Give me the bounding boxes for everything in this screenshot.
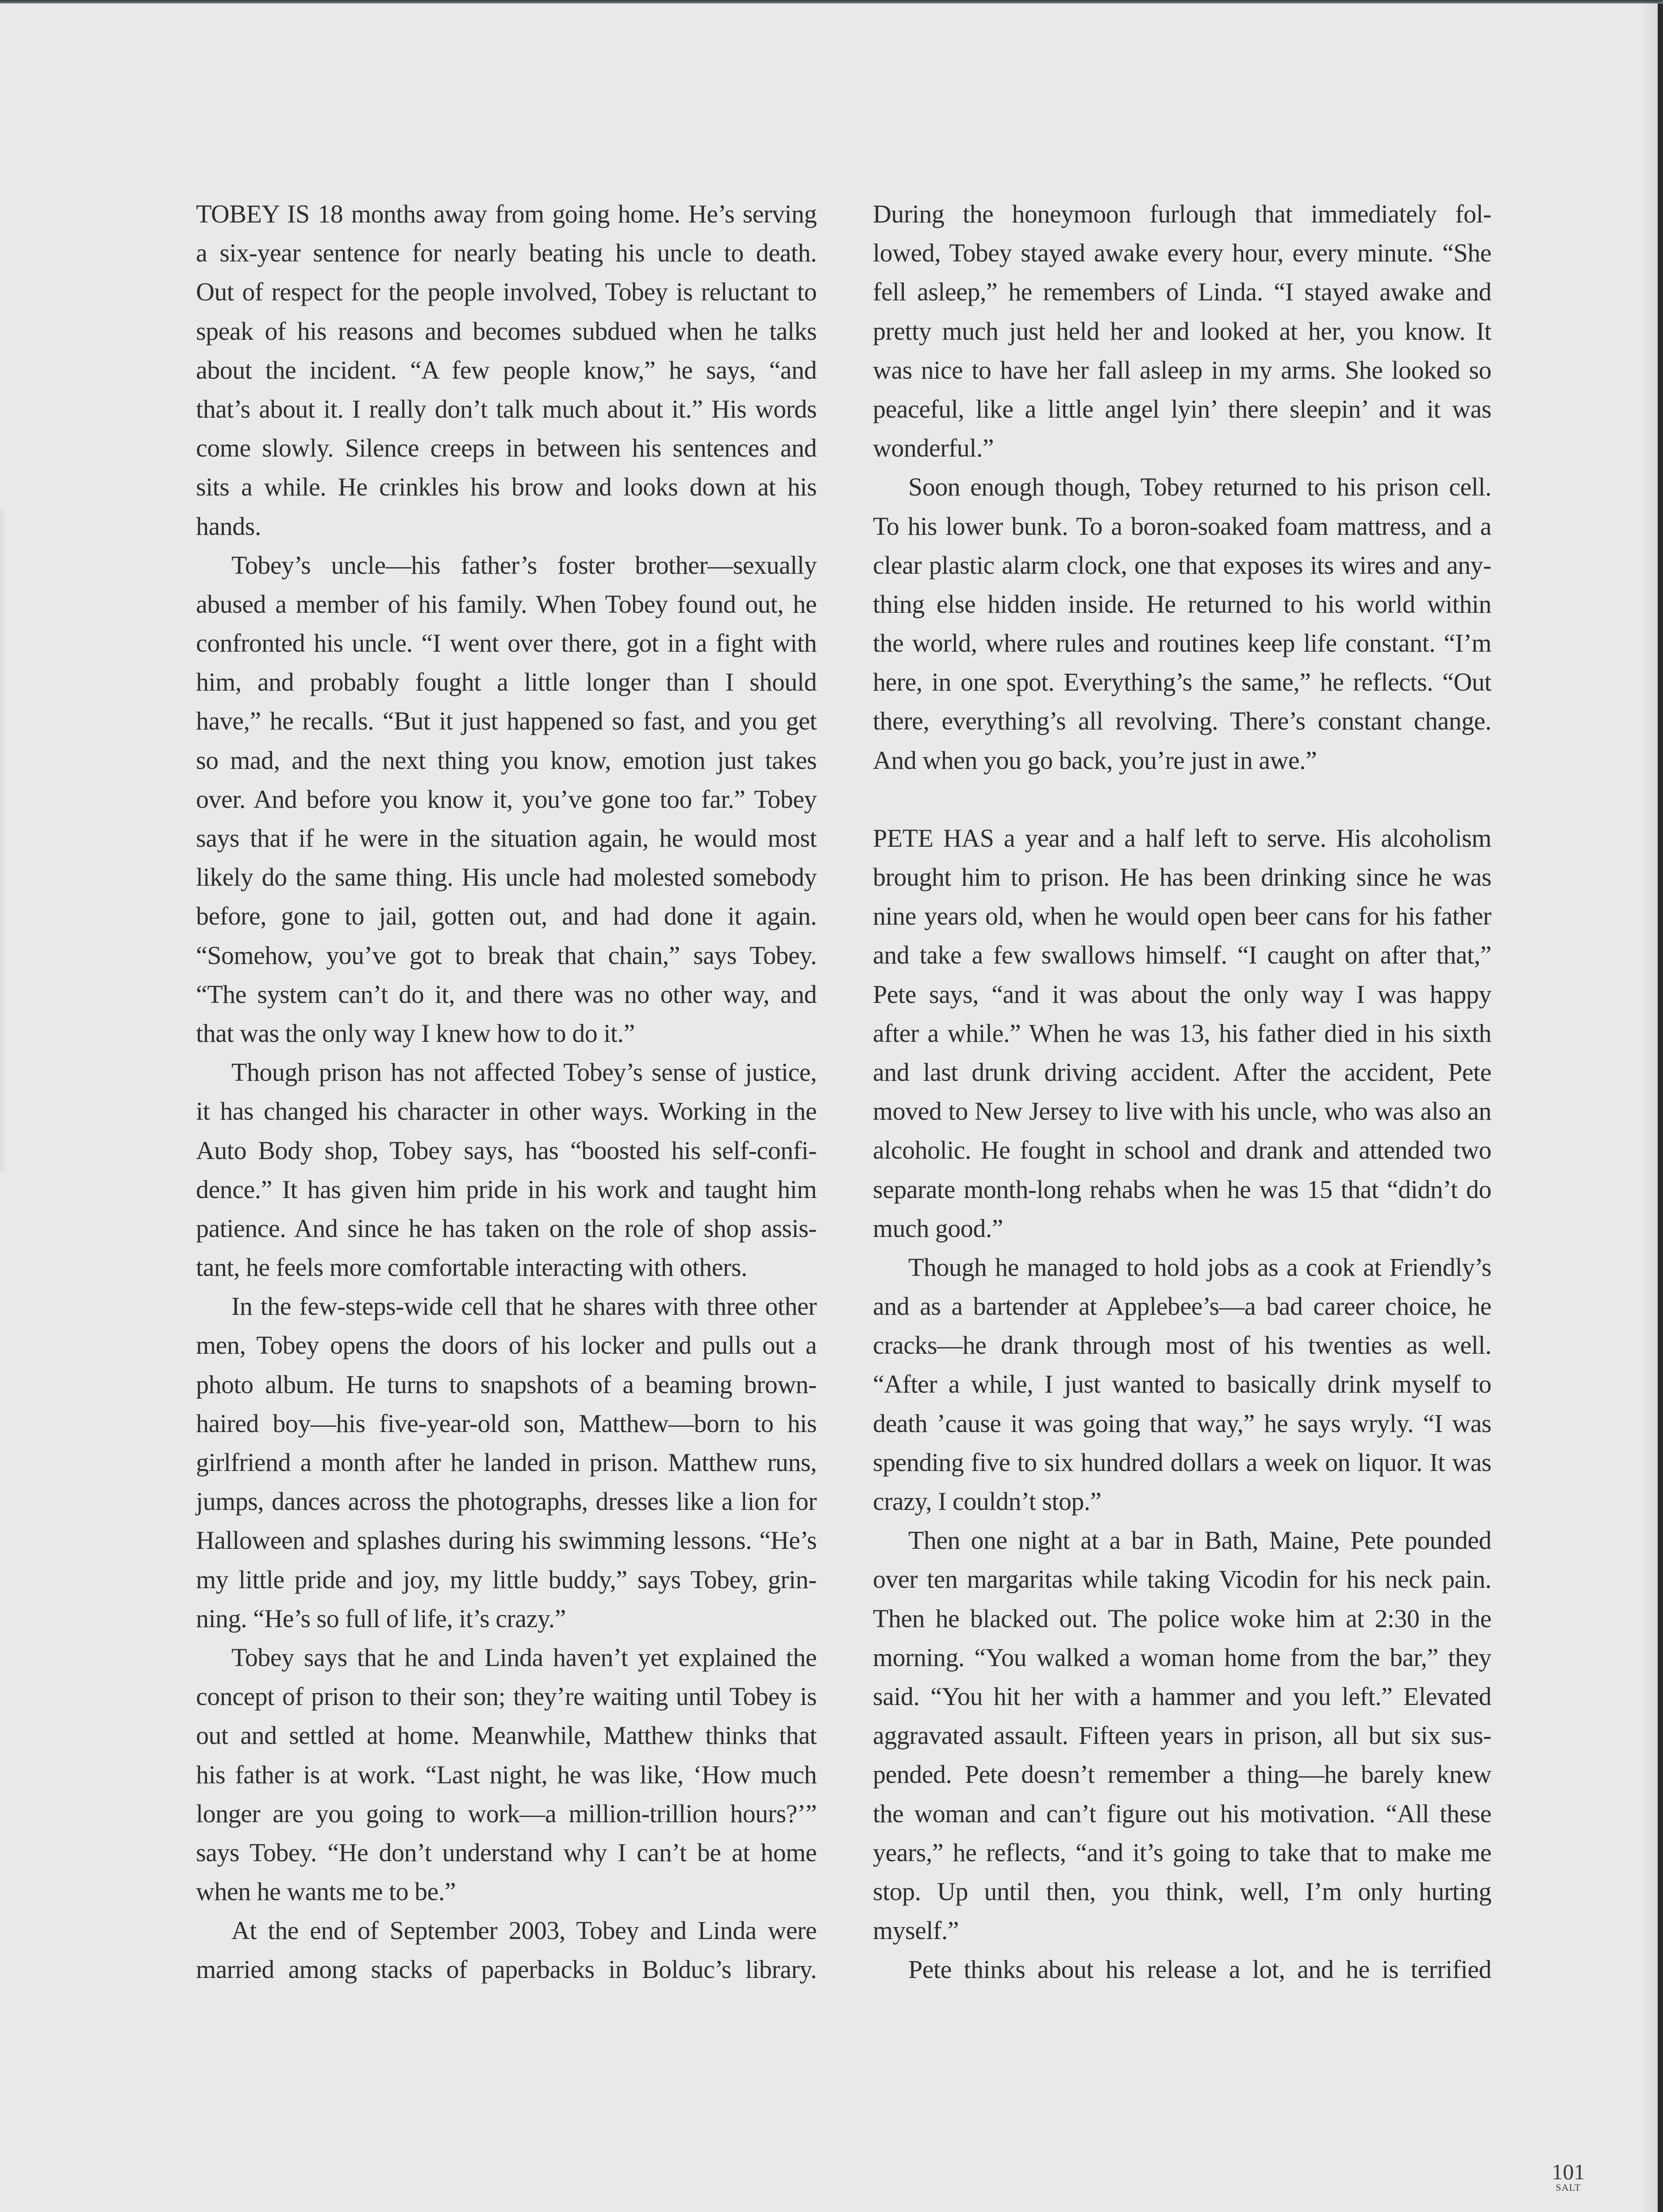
text-line: when he wants me to be.” bbox=[196, 1877, 456, 1906]
text-line: Tobey’s uncle—his father’s foster brother—sexually bbox=[231, 550, 817, 580]
text-line: says Tobey. “He don’t understand why I can’t be at home bbox=[196, 1838, 817, 1867]
text-line: Halloween and splashes during his swimming lessons. “He’s bbox=[196, 1526, 817, 1555]
text-line: here, in one spot. Everything’s the same,” he reflects. “Out bbox=[873, 668, 1491, 697]
text-line: myself.” bbox=[873, 1916, 959, 1945]
text-line: Then he blacked out. The police woke him at 2:30 in the bbox=[873, 1604, 1491, 1633]
text-line: tant, he feels more comfortable interacting with others. bbox=[196, 1253, 747, 1282]
text-line: During the honeymoon furlough that immediately fol- bbox=[873, 200, 1491, 228]
text-line: Auto Body shop, Tobey says, has “boosted his self-confi- bbox=[196, 1136, 817, 1165]
publication-name: SALT bbox=[1555, 2182, 1581, 2193]
article-paragraph bbox=[873, 1950, 1491, 1989]
text-line: patience. And since he has taken on the role of shop assis- bbox=[196, 1214, 817, 1243]
article-paragraph bbox=[196, 1287, 817, 1638]
text-line: married among stacks of paperbacks in Bolduc’s library. bbox=[196, 1955, 817, 1984]
text-line: pretty much just held her and looked at her, you know. It bbox=[873, 316, 1491, 346]
text-line: peaceful, like a little angel lyin’ there sleepin’ and it was bbox=[873, 394, 1491, 423]
page-right-edge bbox=[1658, 4, 1663, 2212]
text-line: hands. bbox=[196, 511, 261, 541]
text-line: In the few-steps-wide cell that he shares with three other bbox=[231, 1292, 817, 1321]
text-line: that was the only way I knew how to do it.” bbox=[196, 1018, 635, 1048]
text-line: said. “You hit her with a hammer and you left.” Elevated bbox=[873, 1682, 1491, 1711]
text-line: years,” he reflects, “and it’s going to take that to make me bbox=[873, 1838, 1491, 1867]
text-line: have,” he recalls. “But it just happened so fast, and you get bbox=[196, 707, 817, 736]
article-paragraph bbox=[196, 1911, 817, 1989]
article-paragraph bbox=[873, 468, 1491, 780]
text-line: it has changed his character in other ways. Working in the bbox=[196, 1097, 817, 1126]
text-line: over. And before you know it, you’ve gone too far.” Tobey bbox=[196, 784, 817, 814]
text-line: speak of his reasons and becomes subdued when he talks bbox=[196, 316, 817, 346]
folio bbox=[1548, 2161, 1588, 2193]
text-line: pended. Pete doesn’t remember a thing—he barely knew bbox=[873, 1760, 1491, 1789]
text-line: come slowly. Silence creeps in between his sentences and bbox=[196, 434, 817, 463]
text-line: a six-year sentence for nearly beating his uncle to death. bbox=[196, 238, 817, 268]
text-line: over ten margaritas while taking Vicodin for his neck pain. bbox=[873, 1565, 1491, 1594]
text-line: Though prison has not affected Tobey’s sense of justice, bbox=[231, 1058, 817, 1087]
article-paragraph bbox=[196, 1053, 817, 1287]
text-line: girlfriend a month after he landed in prison. Matthew runs, bbox=[196, 1448, 817, 1477]
text-line: wonderful.” bbox=[873, 434, 994, 463]
text-line: haired boy—his five-year-old son, Matthew—born to his bbox=[196, 1409, 817, 1438]
text-line: so mad, and the next thing you know, emotion just takes bbox=[196, 745, 817, 775]
text-line: abused a member of his family. When Tobey found out, he bbox=[196, 589, 817, 618]
article-paragraph bbox=[873, 1521, 1491, 1950]
text-line: likely do the same thing. His uncle had molested somebody bbox=[196, 863, 817, 892]
text-line: moved to New Jersey to live with his uncle, who was also an bbox=[873, 1097, 1491, 1126]
section-break bbox=[873, 780, 1491, 819]
text-line: his father is at work. “Last night, he was like, ‘How much bbox=[196, 1760, 817, 1789]
text-line: And when you go back, you’re just in awe.” bbox=[873, 745, 1317, 775]
text-line: Soon enough though, Tobey returned to his prison cell. bbox=[908, 472, 1491, 502]
text-line: Pete says, “and it was about the only way I was happy bbox=[873, 979, 1491, 1009]
text-line: concept of prison to their son; they’re waiting until Tobey is bbox=[196, 1682, 817, 1711]
article-paragraph bbox=[196, 1638, 817, 1911]
text-line: death ’cause it was going that way,” he says wryly. “I was bbox=[873, 1409, 1491, 1438]
text-line: photo album. He turns to snapshots of a beaming brown- bbox=[196, 1370, 817, 1399]
text-line: dence.” It has given him pride in his work and taught him bbox=[196, 1175, 817, 1204]
text-line: “Somehow, you’ve got to break that chain,” says Tobey. bbox=[196, 941, 817, 970]
text-line: TOBEY IS 18 months away from going home. He’s serving bbox=[196, 200, 817, 228]
text-line: brought him to prison. He has been drinking since he was bbox=[873, 863, 1491, 891]
text-line: jumps, dances across the photographs, dresses like a lion for bbox=[196, 1487, 817, 1516]
text-line: and as a bartender at Applebee’s—a bad career choice, he bbox=[873, 1292, 1491, 1321]
article-paragraph bbox=[873, 195, 1491, 468]
text-line: was nice to have her fall asleep in my arms. She looked so bbox=[873, 355, 1491, 384]
text-line: that’s about it. I really don’t talk much about it.” His words bbox=[196, 394, 817, 423]
text-line: crazy, I couldn’t stop.” bbox=[873, 1487, 1102, 1516]
article-paragraph bbox=[873, 819, 1491, 1248]
text-line: about the incident. “A few people know,” he says, “and bbox=[196, 355, 817, 384]
text-line: thing else hidden inside. He returned to his world within bbox=[873, 589, 1491, 618]
text-line: “The system can’t do it, and there was no other way, and bbox=[196, 979, 817, 1009]
text-line: my little pride and joy, my little buddy,” says Tobey, grin- bbox=[196, 1565, 817, 1594]
text-line: much good.” bbox=[873, 1214, 1003, 1243]
text-line: Out of respect for the people involved, Tobey is reluctant to bbox=[196, 277, 817, 307]
text-line: PETE HAS a year and a half left to serve. His alcoholism bbox=[873, 823, 1491, 853]
text-line: after a while.” When he was 13, his father died in his sixth bbox=[873, 1018, 1491, 1048]
text-line: Though he managed to hold jobs as a cook at Friendly’s bbox=[908, 1252, 1491, 1282]
text-line: the woman and can’t figure out his motivation. “All these bbox=[873, 1799, 1491, 1828]
text-line: aggravated assault. Fifteen years in prison, all but six sus- bbox=[873, 1721, 1491, 1750]
text-line: To his lower bunk. To a boron-soaked foam mattress, and a bbox=[873, 511, 1491, 541]
text-line: him, and probably fought a little longer than I should bbox=[196, 668, 817, 697]
text-line: fell asleep,” he remembers of Linda. “I stayed awake and bbox=[873, 277, 1491, 307]
left-column bbox=[196, 195, 817, 1989]
text-line: separate month-long rehabs when he was 15 that “didn’t do bbox=[873, 1175, 1491, 1204]
article-paragraph bbox=[196, 546, 817, 1053]
text-line: stop. Up until then, you think, well, I’m only hurting bbox=[873, 1877, 1491, 1906]
text-line: Tobey says that he and Linda haven’t yet explained the bbox=[231, 1643, 817, 1672]
text-line: confronted his uncle. “I went over there, got in a fight with bbox=[196, 629, 817, 658]
text-line: cracks—he drank through most of his twenties as well. bbox=[873, 1331, 1491, 1360]
text-line: nine years old, when he would open beer cans for his father bbox=[873, 902, 1491, 931]
text-line: clear plastic alarm clock, one that exposes its wires and any- bbox=[873, 550, 1491, 580]
text-line: spending five to six hundred dollars a week on liquor. It was bbox=[873, 1448, 1491, 1477]
text-line: sits a while. He crinkles his brow and looks down at his bbox=[196, 472, 817, 502]
text-line: At the end of September 2003, Tobey and Linda were bbox=[231, 1916, 817, 1945]
text-line: longer are you going to work—a million-trillion hours?’” bbox=[196, 1799, 817, 1828]
article-paragraph bbox=[196, 195, 817, 546]
page-left-shade bbox=[0, 509, 6, 1172]
text-line: men, Tobey opens the doors of his locker and pulls out a bbox=[196, 1331, 817, 1360]
text-line: and last drunk driving accident. After the accident, Pete bbox=[873, 1057, 1491, 1087]
text-line: morning. “You walked a woman home from the bar,” they bbox=[873, 1643, 1491, 1672]
text-line: and take a few swallows himself. “I caught on after that,” bbox=[873, 941, 1491, 970]
right-column bbox=[873, 195, 1491, 1989]
article-paragraph bbox=[873, 1248, 1491, 1521]
text-line: alcoholic. He fought in school and drank and attended two bbox=[873, 1136, 1491, 1165]
page-number: 101 bbox=[1552, 2159, 1585, 2184]
text-line: “After a while, I just wanted to basically drink myself to bbox=[873, 1370, 1491, 1399]
page-right-shadow bbox=[1640, 0, 1658, 2212]
text-line: Then one night at a bar in Bath, Maine, Pete pounded bbox=[908, 1526, 1491, 1555]
page-top-edge bbox=[0, 0, 1663, 4]
text-line: lowed, Tobey stayed awake every hour, every minute. “She bbox=[873, 238, 1491, 268]
text-line: there, everything’s all revolving. There’s constant change. bbox=[873, 707, 1491, 736]
text-line: says that if he were in the situation again, he would most bbox=[196, 824, 817, 853]
text-line: Pete thinks about his release a lot, and he is terrified bbox=[908, 1955, 1491, 1984]
text-line: before, gone to jail, gotten out, and had done it again. bbox=[196, 902, 817, 931]
text-line: ning. “He’s so full of life, it’s crazy.” bbox=[196, 1604, 566, 1633]
text-line: the world, where rules and routines keep life constant. “I’m bbox=[873, 629, 1491, 658]
text-line: out and settled at home. Meanwhile, Matthew thinks that bbox=[196, 1721, 817, 1750]
